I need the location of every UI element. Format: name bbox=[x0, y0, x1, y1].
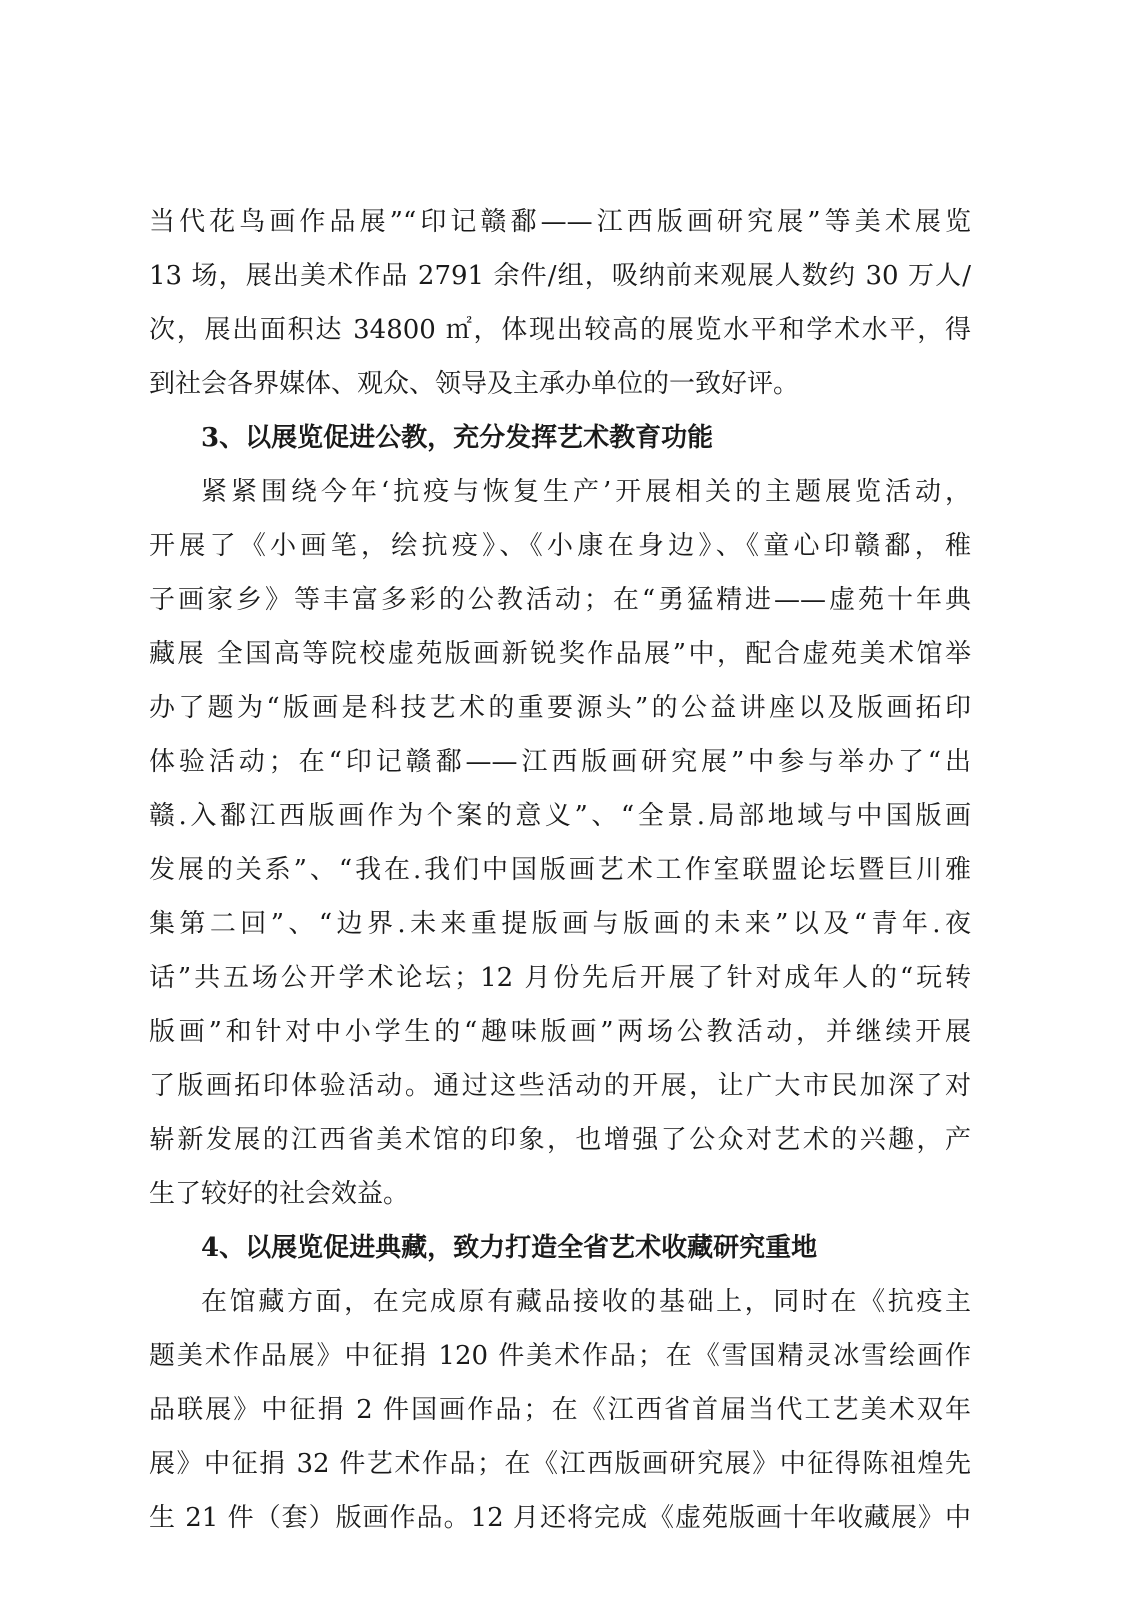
text-line: 集第二回”、“边界.未来重提版画与版画的未来”以及“青年.夜 bbox=[149, 909, 971, 939]
text-line: 13 场，展出美术作品 2791 余件/组，吸纳前来观展人数约 30 万人/ bbox=[149, 261, 971, 291]
text-line: 崭新发展的江西省美术馆的印象，也增强了公众对艺术的兴趣，产 bbox=[149, 1125, 971, 1155]
text-line: 次，展出面积达 34800 ㎡，体现出较高的展览水平和学术水平，得 bbox=[149, 315, 971, 345]
text-line: 紧紧围绕今年‘抗疫与恢复生产’开展相关的主题展览活动， bbox=[201, 477, 971, 507]
text-line: 体验活动；在“印记赣鄱——江西版画研究展”中参与举办了“出 bbox=[149, 747, 971, 777]
text-line: 开展了《小画笔，绘抗疫》、《小康在身边》、《童心印赣鄱，稚 bbox=[149, 531, 971, 561]
text-line: 了版画拓印体验活动。通过这些活动的开展，让广大市民加深了对 bbox=[149, 1071, 971, 1101]
text-line: 版画”和针对中小学生的“趣味版画”两场公教活动，并继续开展 bbox=[149, 1017, 971, 1047]
text-line: 品联展》中征捐 2 件国画作品；在《江西省首届当代工艺美术双年 bbox=[149, 1395, 971, 1425]
document-page bbox=[149, 195, 971, 1545]
text-line: 子画家乡》等丰富多彩的公教活动；在“勇猛精进——虚苑十年典 bbox=[149, 585, 971, 615]
text-line: 当代花鸟画作品展”“印记赣鄱——江西版画研究展”等美术展览 bbox=[149, 207, 971, 237]
text-line: 在馆藏方面，在完成原有藏品接收的基础上，同时在《抗疫主 bbox=[201, 1287, 971, 1317]
paragraph-exhibitions-summary bbox=[149, 195, 971, 411]
text-line: 话”共五场公开学术论坛；12 月份先后开展了针对成年人的“玩转 bbox=[149, 963, 971, 993]
text-line: 到社会各界媒体、观众、领导及主承办单位的一致好评。 bbox=[149, 369, 800, 399]
text-line: 生 21 件（套）版画作品。12 月还将完成《虚苑版画十年收藏展》中 bbox=[149, 1503, 971, 1533]
text-line: 藏展 全国高等院校虚苑版画新锐奖作品展”中，配合虚苑美术馆举 bbox=[149, 639, 971, 669]
text-line: 题美术作品展》中征捐 120 件美术作品；在《雪国精灵冰雪绘画作 bbox=[149, 1341, 971, 1371]
paragraph-public-education bbox=[149, 465, 971, 1221]
section-heading-collection: 4、以展览促进典藏，致力打造全省艺术收藏研究重地 bbox=[201, 1233, 818, 1263]
text-line: 赣.入鄱江西版画作为个案的意义”、“全景.局部地域与中国版画 bbox=[149, 801, 971, 831]
paragraph-collection bbox=[149, 1275, 971, 1545]
text-line: 发展的关系”、“我在.我们中国版画艺术工作室联盟论坛暨巨川雅 bbox=[149, 855, 971, 885]
text-line: 办了题为“版画是科技艺术的重要源头”的公益讲座以及版画拓印 bbox=[149, 693, 971, 723]
text-line: 生了较好的社会效益。 bbox=[149, 1179, 410, 1209]
text-line: 展》中征捐 32 件艺术作品；在《江西版画研究展》中征得陈祖煌先 bbox=[149, 1449, 971, 1479]
section-heading-public-education: 3、以展览促进公教，充分发挥艺术教育功能 bbox=[201, 423, 714, 453]
